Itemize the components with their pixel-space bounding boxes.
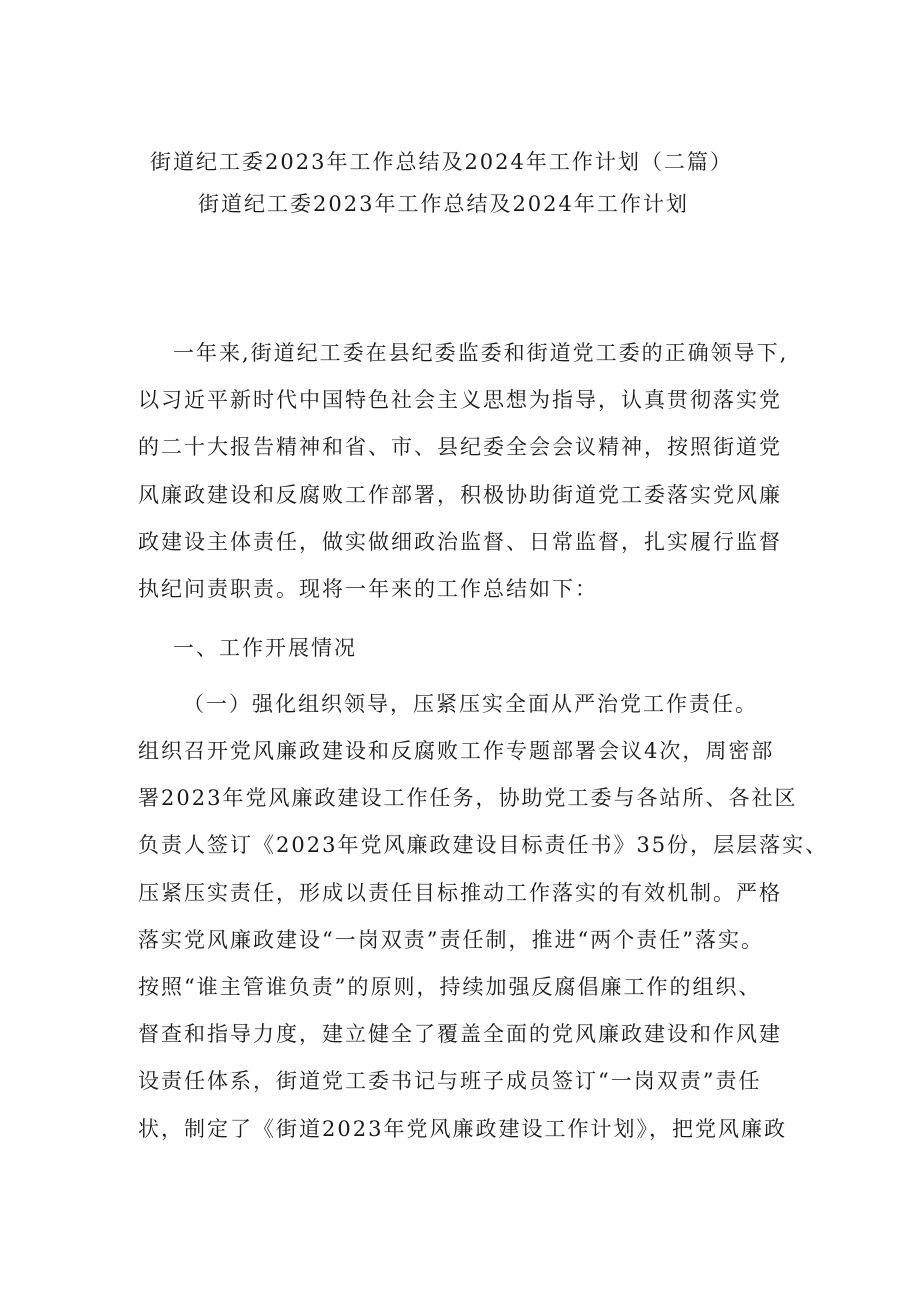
body-line-3: 负责人签订《2023年党风廉政建设目标责任书》35份，层层落实、 <box>138 833 829 857</box>
intro-line-2: 以习近平新时代中国特色社会主义思想为指导，认真贯彻落实党 <box>138 388 782 412</box>
body-line-9: 状，制定了《街道2023年党风廉政建设工作计划》，把党风廉政 <box>138 1117 787 1141</box>
body-line-6: 按照“谁主管谁负责”的原则，持续加强反腐倡廉工作的组织、 <box>138 975 762 999</box>
intro-line-6: 执纪问责职责。现将一年来的工作总结如下： <box>138 577 598 601</box>
body-line-2: 署2023年党风廉政建设工作任务，协助党工委与各站所、各社区 <box>138 786 798 810</box>
body-line-8: 设责任体系，街道党工委书记与班子成员签订“一岗双责”责任 <box>138 1069 762 1093</box>
section-heading: 一、工作开展情况 <box>173 636 357 660</box>
body-line-5: 落实党风廉政建设“一岗双责”责任制，推进“两个责任”落实。 <box>138 928 764 952</box>
body-line-7: 督查和指导力度，建立健全了覆盖全面的党风廉政建设和作风建 <box>138 1022 782 1046</box>
intro-line-1: 一年来,街道纪工委在县纪委监委和街道党工委的正确领导下, <box>173 341 789 365</box>
document-title: 街道纪工委2023年工作总结及2024年工作计划（二篇） <box>150 150 733 174</box>
intro-line-3: 的二十大报告精神和省、市、县纪委全会会议精神，按照街道党 <box>138 435 782 459</box>
document-subtitle: 街道纪工委2023年工作总结及2024年工作计划 <box>198 192 689 216</box>
body-line-4: 压紧压实责任，形成以责任目标推动工作落实的有效机制。严格 <box>138 881 782 905</box>
intro-line-5: 政建设主体责任，做实做细政治监督、日常监督，扎实履行监督 <box>138 530 782 554</box>
subsection-heading: （一）强化组织领导，压紧压实全面从严治党工作责任。 <box>183 692 758 716</box>
body-line-1: 组织召开党风廉政建设和反腐败工作专题部署会议4次，周密部 <box>138 739 775 763</box>
intro-line-4: 风廉政建设和反腐败工作部署，积极协助街道党工委落实党风廉 <box>138 483 782 507</box>
